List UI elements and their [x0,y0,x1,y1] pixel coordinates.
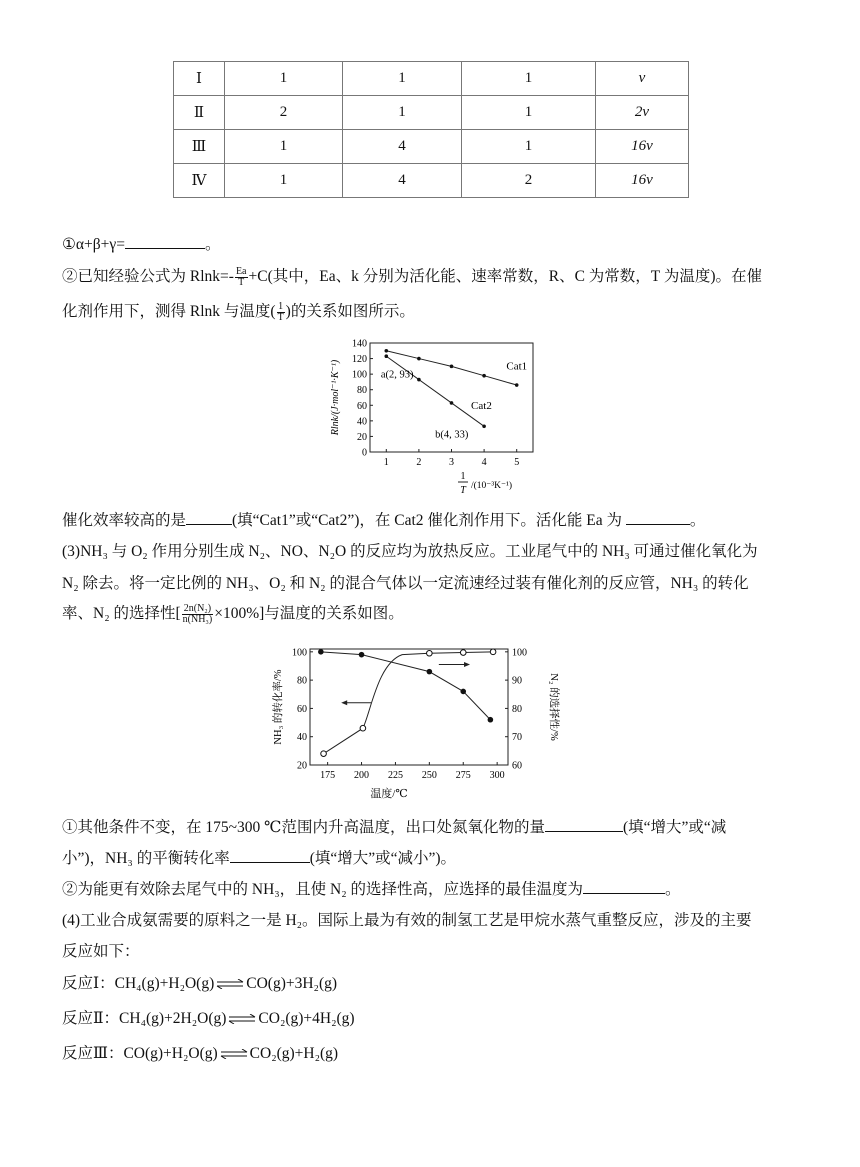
table-cell: 4 [343,130,462,164]
x-axis-label-numerator: 1 [460,471,466,482]
equilibrium-arrow-icon [228,1014,256,1024]
question-2-line-2 [62,302,415,323]
x-tick-label: 300 [489,770,505,781]
question-3-2 [62,879,681,900]
q3-1-text: 小”)，NH₃ 的平衡转化率 [62,850,230,867]
reactants: CO(g)+H₂O(g) [123,1045,218,1062]
table-cell: 16v [596,130,689,164]
question-1: ①α+β+γ= 。 [62,236,221,253]
formula-part: +C [248,268,268,286]
data-point [385,354,389,358]
data-point [450,401,454,405]
y-right-tick-label: 90 [512,675,522,687]
x-tick-label: 3 [449,457,454,468]
x-tick-label: 4 [481,457,487,468]
data-point-filled [427,669,433,675]
table-cell: 1 [462,96,596,130]
data-point-open [321,751,327,757]
table-cell: 1 [225,130,343,164]
point-annotation-a: a(2, 93) [380,369,414,381]
y-tick-label: 120 [352,354,367,366]
x-tick-label: 2 [416,457,422,468]
table-cell: 16v [596,164,689,198]
y-tick-label: 80 [357,385,367,397]
reaction-label: 反应Ⅰ： [62,975,115,992]
fraction-1-over-t [277,302,285,323]
reactants: CH₄(g)+H₂O(g) [114,975,215,992]
table-cell: 2 [462,164,596,198]
reactants: CH₄(g)+2H₂O(g) [119,1010,227,1027]
question-1-text: ①α+β+γ= [62,236,125,253]
q2-answer-text: 催化效率较高的是 [62,512,187,529]
x-axis-label: 温度/℃ [370,788,408,800]
series-line-filled [321,652,491,720]
reaction-label: 反应Ⅲ： [62,1045,124,1062]
part-4-line-1: (4)工业合成氨需要的原料之一是 H₂。国际上最为有效的制氢工艺是甲烷水蒸气重整反应，涉及的主要 [62,912,752,929]
fraction-numerator: 1 [278,301,284,312]
q2-line2-prefix: 化剂作用下，测得 Rlnk 与温度( [62,303,276,321]
table-cell: v [596,62,689,96]
table-cell: 1 [225,164,343,198]
data-point-filled [460,689,466,695]
y-left-tick-label: 80 [297,675,307,687]
y-right-tick-label: 100 [512,647,527,659]
selectivity-fraction [182,604,214,625]
fraction-denominator: T [238,277,245,288]
data-point-open [490,649,496,655]
reaction-line [62,974,337,994]
row-label-cell: Ⅰ [174,62,225,96]
answer-blank [125,234,205,249]
x-tick-label: 200 [354,770,370,781]
table-row [174,62,689,96]
data-point-open [460,650,466,656]
data-point [450,365,454,369]
y-axis-label: Rlnk/(J·mol⁻¹·K⁻¹) [330,359,341,436]
series-label-cat2: Cat2 [471,400,492,413]
answer-blank [545,817,623,832]
question-2-line-1 [62,267,762,288]
products: CO(g)+3H₂(g) [246,975,338,992]
part-3-line-2: N₂ 除去。将一定比例的 NH₃、O₂ 和 N₂ 的混合气体以一定流速经过装有催化剂的反应管，NH₃ 的转化 [62,575,749,592]
products: CO₂(g)+4H₂(g) [258,1010,355,1027]
equilibrium-arrow-icon [220,1049,248,1059]
fraction-denominator: n(NH₃) [182,614,213,625]
q2-prefix: ②已知经验公式为 [62,268,190,286]
right-axis-arrowhead-icon [464,662,470,667]
x-tick-label: 5 [514,457,520,468]
fraction-denominator: T [277,312,284,323]
y-tick-label: 60 [357,400,367,412]
data-point-filled [318,649,324,655]
table-cell: 1 [462,130,596,164]
y-left-tick-label: 40 [297,732,307,744]
y-right-axis-label: N₂ 的选择性/% [548,673,559,741]
fraction-ea-over-t [235,267,248,288]
data-point-filled [359,652,365,658]
answer-blank [186,510,232,525]
table-cell: 1 [343,62,462,96]
left-axis-arrowhead-icon [341,700,347,705]
data-point [482,374,486,378]
question-2-answer-line [62,510,705,531]
part-3-line-1: (3)NH₃ 与 O₂ 作用分别生成 N₂、NO、N₂O 的反应均为放热反应。工业尾气中的 NH₃ 可通过催化氧化为 [62,543,758,560]
data-point [417,378,421,382]
q3-1-text: ①其他条件不变，在 175~300 ℃范围内升高温度，出口处氮氧化物的量 [62,819,545,836]
table-cell: 1 [343,96,462,130]
conversion-selectivity-temperature-chart [268,643,578,805]
y-tick-label: 100 [352,369,367,381]
data-point [385,349,389,353]
row-label-cell: Ⅲ [174,130,225,164]
fraction-numerator: 2n(N₂) [182,604,214,615]
data-point-open [427,650,433,656]
y-left-tick-label: 20 [297,760,307,772]
equilibrium-arrow-icon [216,979,244,989]
question-3-1-line-1 [62,817,726,838]
y-right-tick-label: 70 [512,732,522,744]
point-annotation-b: b(4, 33) [435,429,469,441]
table-row [174,164,689,198]
data-point [515,383,519,387]
part-4-line-2: 反应如下： [62,943,140,960]
x-axis-label-denominator: T [460,485,466,496]
x-tick-label: 275 [455,770,471,781]
y-right-tick-label: 80 [512,703,522,715]
x-tick-label: 1 [383,457,389,468]
table-cell: 1 [462,62,596,96]
question-3-1-line-2 [62,848,456,869]
series-line-cat2 [386,356,484,426]
y-left-tick-label: 100 [292,647,307,659]
reaction-line [62,1009,355,1029]
experiment-data-table [173,61,689,198]
reaction-label: 反应Ⅱ： [62,1010,120,1027]
q3-2-text: 。 [665,881,681,898]
q3-1-text: (填“增大”或“减小”)。 [309,850,457,867]
q3-2-text: ②为能更有效除去尾气中的 NH₃，且使 N₂ 的选择性高，应选择的最佳温度为 [62,881,584,898]
row-label-cell: Ⅳ [174,164,225,198]
table-cell: 1 [225,62,343,96]
y-left-tick-label: 60 [297,703,307,715]
part-3-text: 率、N₂ 的选择性[ [62,605,181,623]
table-cell: 4 [343,164,462,198]
q2-line2-suffix: )的关系如图所示。 [285,303,415,321]
part-3-line-3 [62,604,404,625]
answer-blank [583,879,665,894]
x-tick-label: 225 [387,770,403,781]
table-row [174,130,689,164]
fraction-numerator: Ea [235,266,247,277]
q2-answer-text: (填“Cat1”或“Cat2”)，在 Cat2 催化剂作用下。活化能 Ea 为 [232,512,626,529]
y-left-axis-label: NH₃ 的转化率/% [273,669,284,745]
answer-blank [626,510,690,525]
x-tick-label: 250 [421,770,437,781]
reaction-line [62,1044,338,1064]
y-tick-label: 20 [357,431,367,443]
x-tick-label: 175 [320,770,336,781]
data-point-open [360,725,366,731]
y-tick-label: 40 [357,416,367,428]
answer-blank [230,848,310,863]
table-row [174,96,689,130]
formula-part: Rlnk=- [189,268,234,286]
products: CO₂(g)+H₂(g) [249,1045,339,1062]
y-tick-label: 0 [362,447,367,459]
x-axis-label-unit: /(10⁻³K⁻¹) [471,481,513,491]
rlnk-vs-inverse-temperature-chart [325,335,545,500]
table-cell: 2 [225,96,343,130]
q2-suffix: (其中，Ea、k 分别为活化能、速率常数，R、C 为常数，T 为温度)。在催 [267,268,763,286]
table-cell: 2v [596,96,689,130]
row-label-cell: Ⅱ [174,96,225,130]
y-tick-label: 140 [352,338,367,350]
data-point [417,357,421,361]
data-point-filled [488,717,494,723]
data-point [482,425,486,429]
q2-answer-text: 。 [689,512,706,529]
part-3-text: ×100%]与温度的关系如图。 [214,605,404,623]
q3-1-text: (填“增大”或“减 [622,819,727,836]
series-label-cat1: Cat1 [506,360,528,373]
y-right-tick-label: 60 [512,760,522,772]
